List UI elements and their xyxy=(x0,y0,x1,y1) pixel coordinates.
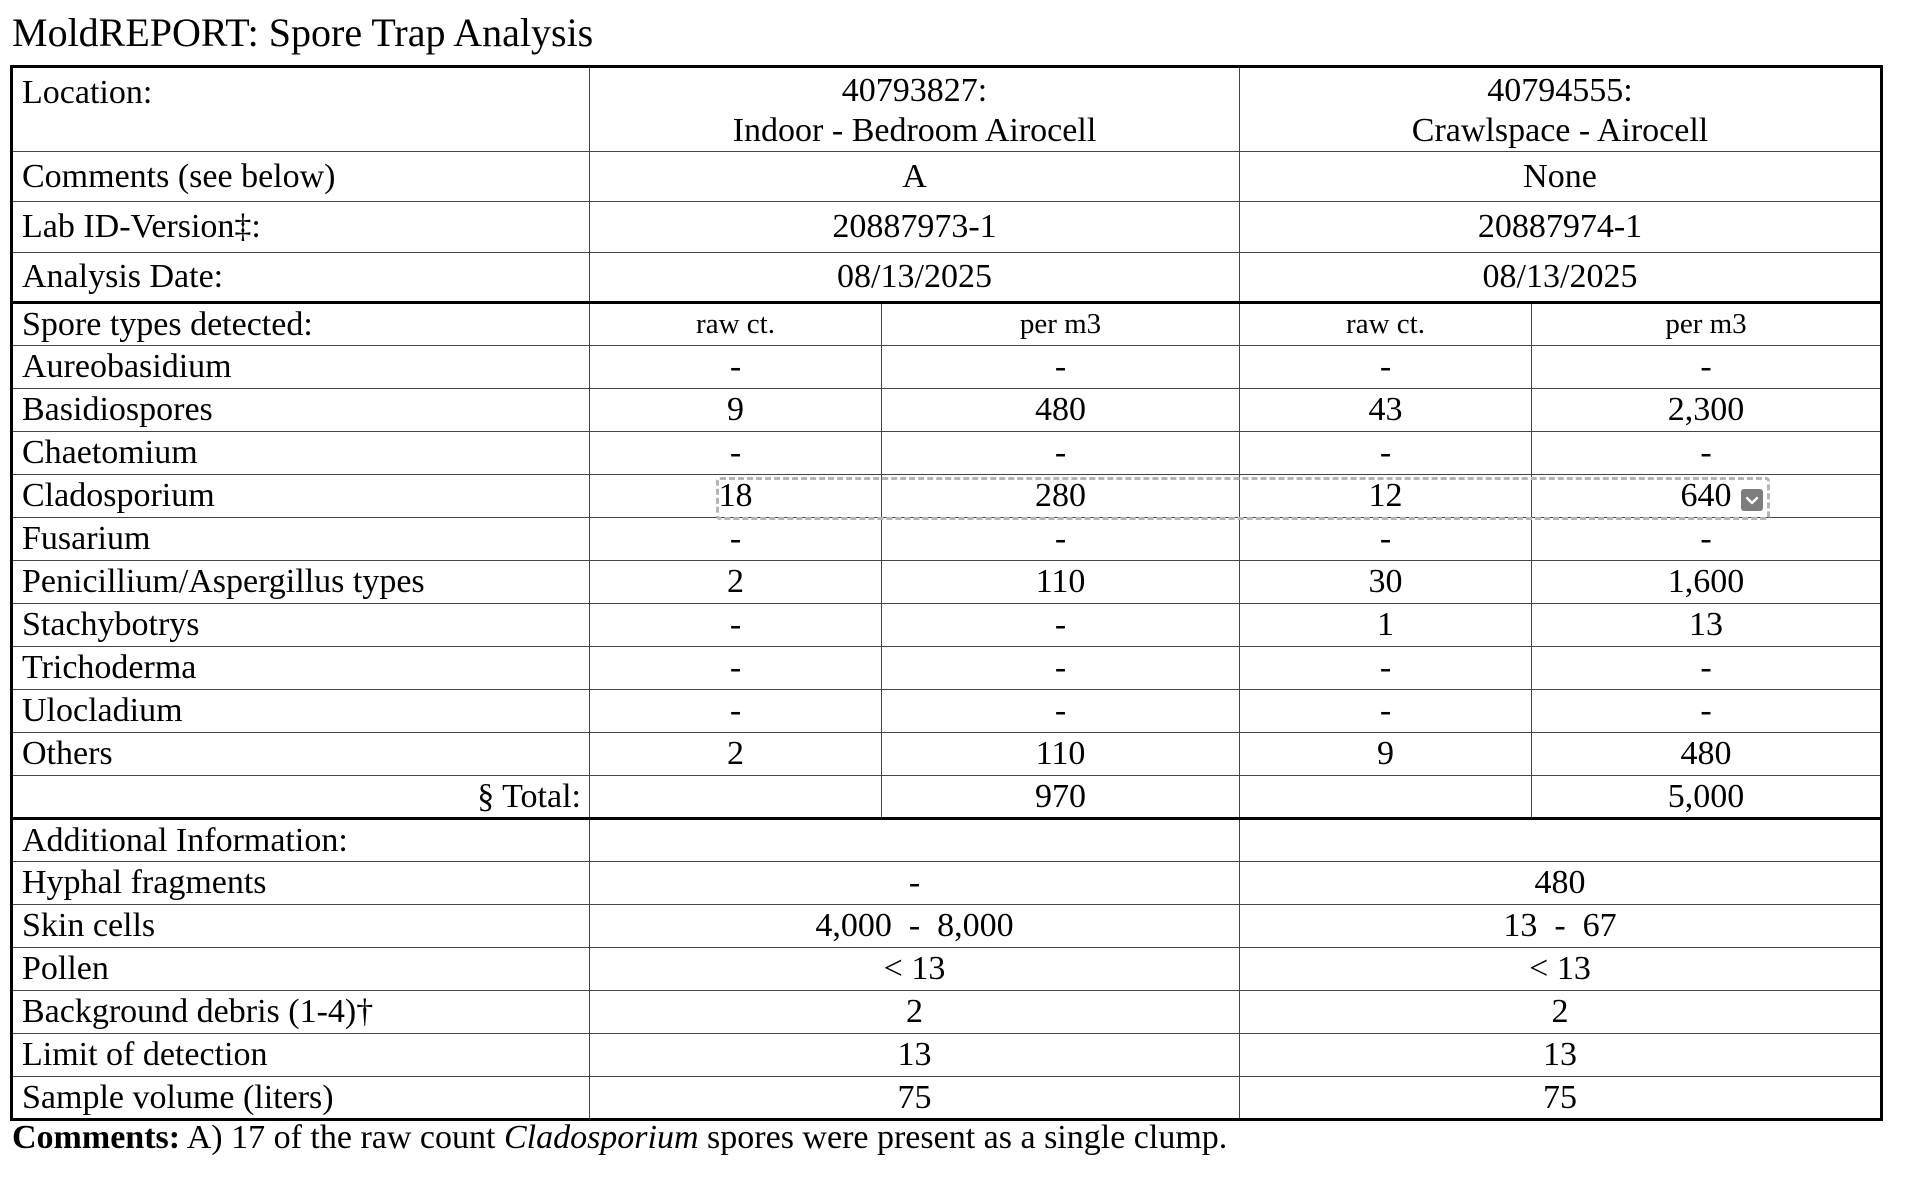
sample-1-additional-blank xyxy=(590,819,1240,862)
sample-2-per-m3: - xyxy=(1532,432,1882,475)
sample-2-comment: None xyxy=(1240,152,1882,202)
comments-label: Comments (see below) xyxy=(12,152,590,202)
sample-2-id: 40794555: xyxy=(1487,72,1633,109)
sample-2-raw-count[interactable]: 12 xyxy=(1240,475,1532,518)
sample-1-raw-count: - xyxy=(590,647,882,690)
sample-2-per-m3: - xyxy=(1532,346,1882,389)
additional-row xyxy=(12,862,1882,905)
location-label: Location: xyxy=(12,67,590,152)
spore-name: Chaetomium xyxy=(12,432,590,475)
sample-1-analysis-date: 08/13/2025 xyxy=(590,253,1240,303)
sample-1-raw-count: - xyxy=(590,604,882,647)
sample-1-per-m3[interactable]: 280 xyxy=(882,475,1240,518)
sample-1-per-m3: - xyxy=(882,346,1240,389)
sample-1-additional-value: 2 xyxy=(590,991,1240,1034)
additional-row xyxy=(12,1034,1882,1077)
sample-2-name: Crawlspace - Airocell xyxy=(1411,112,1709,149)
sample-1-raw-count: 2 xyxy=(590,561,882,604)
sample-1-additional-value: - xyxy=(590,862,1240,905)
sample-1-per-m3: - xyxy=(882,690,1240,733)
chevron-down-icon[interactable] xyxy=(1741,489,1763,511)
additional-name: Skin cells xyxy=(12,905,590,948)
spore-row xyxy=(12,389,1882,432)
spore-row xyxy=(12,690,1882,733)
sample-1-raw-count: 2 xyxy=(590,733,882,776)
sample-2-total: 5,000 xyxy=(1532,776,1882,819)
additional-name: Background debris (1-4)† xyxy=(12,991,590,1034)
analysis-date-label: Analysis Date: xyxy=(12,253,590,303)
sample-2-per-m3: - xyxy=(1532,690,1882,733)
spore-row xyxy=(12,561,1882,604)
comments-footnote-label: Comments: xyxy=(12,1119,181,1156)
sample-2-raw-count: - xyxy=(1240,518,1532,561)
report-title: MoldREPORT: Spore Trap Analysis xyxy=(12,10,594,55)
analysis-date-row xyxy=(12,253,1882,303)
sample-1-raw-count[interactable]: 18 xyxy=(590,475,882,518)
additional-row xyxy=(12,1077,1882,1120)
spore-name: Cladosporium xyxy=(12,475,590,518)
sample-2-per-m3: 480 xyxy=(1532,733,1882,776)
sample-2-raw-count: 9 xyxy=(1240,733,1532,776)
sample-2-per-m3[interactable]: 640 xyxy=(1532,475,1882,518)
spore-row xyxy=(12,604,1882,647)
spore-row xyxy=(12,647,1882,690)
sample-1-raw-count: - xyxy=(590,518,882,561)
sample-1-total-raw xyxy=(590,776,882,819)
sample-2-raw-header: raw ct. xyxy=(1240,303,1532,346)
sample-2-per-m3: 2,300 xyxy=(1532,389,1882,432)
sample-2-lab-id: 20887974-1 xyxy=(1240,202,1882,253)
sample-2-raw-count: - xyxy=(1240,432,1532,475)
additional-row xyxy=(12,948,1882,991)
sample-1-per-m3-header: per m3 xyxy=(882,303,1240,346)
spore-name: Fusarium xyxy=(12,518,590,561)
comments-row xyxy=(12,152,1882,202)
additional-name: Hyphal fragments xyxy=(12,862,590,905)
sample-2-raw-count: - xyxy=(1240,346,1532,389)
additional-name: Limit of detection xyxy=(12,1034,590,1077)
sample-2-location xyxy=(1240,67,1882,152)
spore-row xyxy=(12,733,1882,776)
comments-footnote xyxy=(12,1118,1227,1158)
sample-1-comment: A xyxy=(590,152,1240,202)
sample-1-per-m3: - xyxy=(882,647,1240,690)
spore-name: Penicillium/Aspergillus types xyxy=(12,561,590,604)
sample-2-additional-value: 75 xyxy=(1240,1077,1882,1120)
additional-header-row xyxy=(12,819,1882,862)
sample-2-raw-count: - xyxy=(1240,647,1532,690)
sample-1-per-m3: - xyxy=(882,604,1240,647)
sample-2-additional-value: 13 xyxy=(1240,1034,1882,1077)
spore-name: Basidiospores xyxy=(12,389,590,432)
additional-row xyxy=(12,905,1882,948)
spore-name: Others xyxy=(12,733,590,776)
spore-name: Aureobasidium xyxy=(12,346,590,389)
additional-name: Sample volume (liters) xyxy=(12,1077,590,1120)
spore-name: Stachybotrys xyxy=(12,604,590,647)
sample-1-per-m3: - xyxy=(882,518,1240,561)
sample-2-total-raw xyxy=(1240,776,1532,819)
comments-footnote-text-before: A) 17 of the raw count xyxy=(180,1119,504,1156)
spore-row xyxy=(12,346,1882,389)
sample-2-raw-count: 43 xyxy=(1240,389,1532,432)
sample-2-additional-value: 480 xyxy=(1240,862,1882,905)
sample-2-per-m3: - xyxy=(1532,518,1882,561)
sample-2-raw-count: 1 xyxy=(1240,604,1532,647)
sample-1-raw-count: - xyxy=(590,432,882,475)
sample-1-raw-count: - xyxy=(590,346,882,389)
lab-id-row xyxy=(12,202,1882,253)
sample-1-lab-id: 20887973-1 xyxy=(590,202,1240,253)
spore-row xyxy=(12,432,1882,475)
spore-trap-table xyxy=(10,65,1883,1121)
sample-2-additional-value: 2 xyxy=(1240,991,1882,1034)
sample-1-raw-count: 9 xyxy=(590,389,882,432)
spore-name: Trichoderma xyxy=(12,647,590,690)
location-row xyxy=(12,67,1882,152)
spore-row xyxy=(12,518,1882,561)
sample-1-additional-value: < 13 xyxy=(590,948,1240,991)
sample-1-per-m3: 480 xyxy=(882,389,1240,432)
sample-1-name: Indoor - Bedroom Airocell xyxy=(732,112,1097,149)
sample-2-per-m3: 13 xyxy=(1532,604,1882,647)
sample-1-raw-count: - xyxy=(590,690,882,733)
sample-1-per-m3: 110 xyxy=(882,733,1240,776)
sample-2-additional-value: 13 - 67 xyxy=(1240,905,1882,948)
total-row xyxy=(12,776,1882,819)
sample-1-location xyxy=(590,67,1240,152)
sample-2-raw-count: 30 xyxy=(1240,561,1532,604)
sample-2-per-m3: 1,600 xyxy=(1532,561,1882,604)
sample-1-additional-value: 75 xyxy=(590,1077,1240,1120)
sample-1-raw-header: raw ct. xyxy=(590,303,882,346)
spore-header-row xyxy=(12,303,1882,346)
sample-2-additional-value: < 13 xyxy=(1240,948,1882,991)
additional-info-label: Additional Information: xyxy=(12,819,590,862)
sample-1-additional-value: 13 xyxy=(590,1034,1240,1077)
spore-types-label: Spore types detected: xyxy=(12,303,590,346)
sample-2-per-m3-header: per m3 xyxy=(1532,303,1882,346)
lab-id-label: Lab ID-Version‡: xyxy=(12,202,590,253)
sample-1-id: 40793827: xyxy=(841,72,988,109)
sample-2-per-m3: - xyxy=(1532,647,1882,690)
sample-2-raw-count: - xyxy=(1240,690,1532,733)
comments-footnote-text-after: spores were present as a single clump. xyxy=(698,1119,1228,1156)
additional-name: Pollen xyxy=(12,948,590,991)
sample-1-total: 970 xyxy=(882,776,1240,819)
sample-1-additional-value: 4,000 - 8,000 xyxy=(590,905,1240,948)
sample-2-analysis-date: 08/13/2025 xyxy=(1240,253,1882,303)
total-label: § Total: xyxy=(12,776,590,819)
sample-2-additional-blank xyxy=(1240,819,1882,862)
spore-name: Ulocladium xyxy=(12,690,590,733)
additional-row xyxy=(12,991,1882,1034)
comments-footnote-italic: Cladosporium xyxy=(503,1119,699,1156)
sample-1-per-m3: - xyxy=(882,432,1240,475)
sample-1-per-m3: 110 xyxy=(882,561,1240,604)
row-selection-highlight xyxy=(716,477,1770,520)
